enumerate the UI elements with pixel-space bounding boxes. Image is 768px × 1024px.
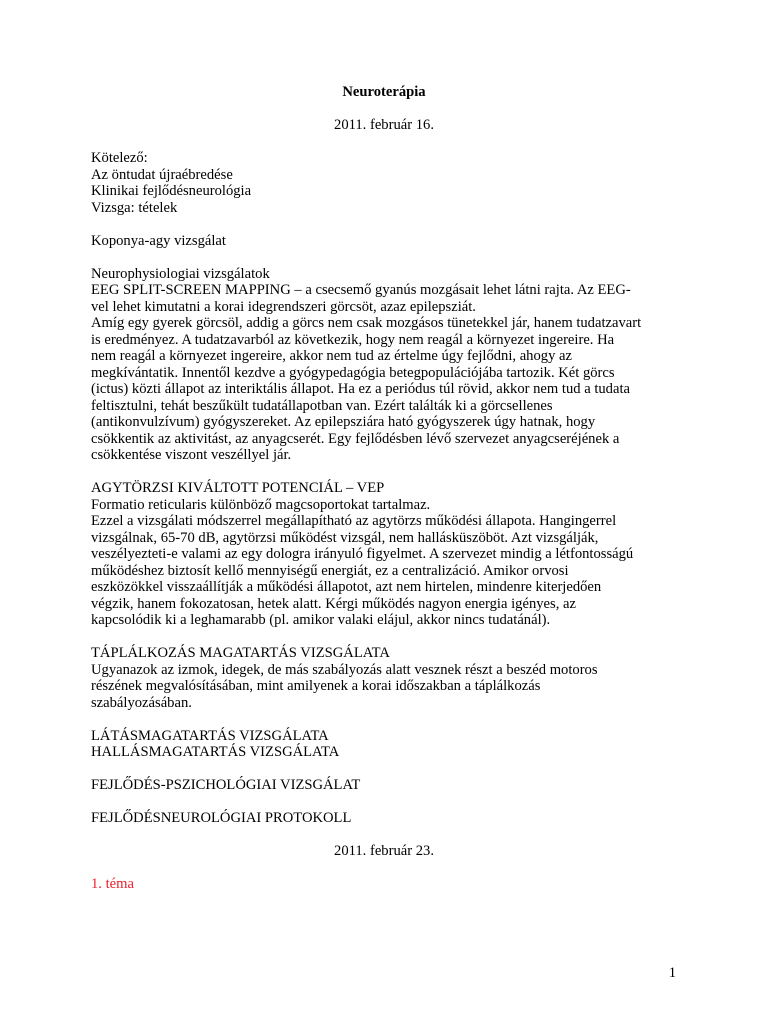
intro-line: Kötelező:	[91, 150, 148, 166]
paragraph-line: feltisztulni, tehát beszűkült tudatállapotban van. Ezért találták ki a görcsellenes	[91, 397, 553, 414]
section-heading-koponya: Koponya-agy vizsgálat	[91, 232, 226, 249]
paragraph-line: vel lehet kimutatni a korai idegrendszeri görcsöt, azaz epilepsziát.	[91, 298, 476, 315]
section-heading-hallas: HALLÁSMAGATARTÁS VIZSGÁLATA	[91, 744, 340, 760]
paragraph-line: Ugyanazok az izmok, idegek, de más szabályozás alatt vesznek részt a beszéd motoros	[91, 661, 598, 678]
paragraph-line: EEG SPLIT-SCREEN MAPPING – a csecsemő gyanús mozgásait lehet látni rajta. Az EEG-	[91, 282, 631, 298]
paragraph-line: (ictus) közti állapot az interiktális állapot. Ha ez a periódus túl rövid, akkor nem tud a tudata	[91, 381, 630, 397]
paragraph-line: eszközökkel visszaállítják a működési állapotot, azt nem hirtelen, mindenre kiterjedően	[91, 579, 602, 595]
paragraph-line: veszélyezteti-e valami az egy dologra irányuló figyelmet. A szervezet mindig a létfontosságú	[91, 546, 634, 562]
paragraph-line: működéshez biztosít kellő mennyiségű energiát, ez a centralizáció. Amikor orvosi	[91, 562, 569, 579]
section-heading-latas: LÁTÁSMAGATARTÁS VIZSGÁLATA	[91, 727, 329, 744]
paragraph-line: megkívántatik. Innentől kezdve a gyógypedagógia betegpopulációjába tartozik. Két görcs	[91, 364, 615, 381]
date-heading-2: 2011. február 23.	[334, 843, 434, 859]
paragraph-line: szabályozásában.	[91, 694, 192, 711]
paragraph-line: kapcsolódik ki a leghamarabb (pl. amikor valaki elájul, akkor nincs tudatánál).	[91, 612, 551, 628]
paragraph-line: csökkentése viszont veszéllyel jár.	[91, 447, 292, 463]
paragraph-line: is eredményez. A tudatzavarból az következik, hogy nem reagál a környezet ingereire. Ha	[91, 331, 615, 348]
topic-heading: 1. téma	[91, 876, 134, 892]
paragraph-line: részének megvalósításában, mint amilyenek a korai időszakban a táplálkozás	[91, 678, 541, 694]
page-number: 1	[668, 965, 676, 981]
section-heading-protokoll: FEJLŐDÉSNEUROLÓGIAI PROTOKOLL	[91, 810, 352, 826]
section-heading-agytorzsi: AGYTÖRZSI KIVÁLTOTT POTENCIÁL – VEP	[91, 480, 385, 496]
paragraph-line: Formatio reticularis különböző magcsoportokat tartalmaz.	[91, 496, 431, 513]
paragraph-line: végzik, hanem fokozatosan, hetek alatt. Kérgi működés nagyon energia igényes, az	[91, 595, 576, 612]
document-title: Neuroterápia	[342, 84, 426, 100]
paragraph-line: csökkentik az aktivitást, az anyagcserét. Egy fejlődésben lévő szervezet anyagcseréjének a	[91, 430, 620, 447]
intro-line: Vizsga: tételek	[91, 199, 178, 216]
section-heading-taplalkozas: TÁPLÁLKOZÁS MAGATARTÁS VIZSGÁLATA	[91, 645, 390, 661]
paragraph-line: vizsgálnak, 65-70 dB, agytörzsi működést vizsgál, nem hallásküszöböt. Azt vizsgálják,	[91, 529, 599, 546]
section-heading-neurophysiologiai: Neurophysiologiai vizsgálatok	[91, 265, 270, 282]
paragraph-line: Ezzel a vizsgálati módszerrel megállapítható az agytörzs működési állapota. Hangingerrel	[91, 513, 617, 529]
paragraph-line: Amíg egy gyerek görcsöl, addig a görcs nem csak mozgásos tünetekkel jár, hanem tudatzavart	[91, 315, 642, 331]
intro-line: Az öntudat újraébredése	[91, 166, 233, 183]
paragraph-line: nem reagál a környezet ingereire, akkor nem tud az értelme úgy fejlődni, ahogy az	[91, 348, 572, 364]
date-heading-1: 2011. február 16.	[334, 117, 434, 133]
document-body	[91, 84, 689, 893]
section-heading-fejlodes-pszichologiai: FEJLŐDÉS-PSZICHOLÓGIAI VIZSGÁLAT	[91, 777, 361, 793]
intro-line: Klinikai fejlődésneurológia	[91, 183, 252, 199]
paragraph-line: (antikonvulzívum) gyógyszereket. Az epilepsziára ható gyógyszerek úgy hatnak, hogy	[91, 414, 596, 430]
